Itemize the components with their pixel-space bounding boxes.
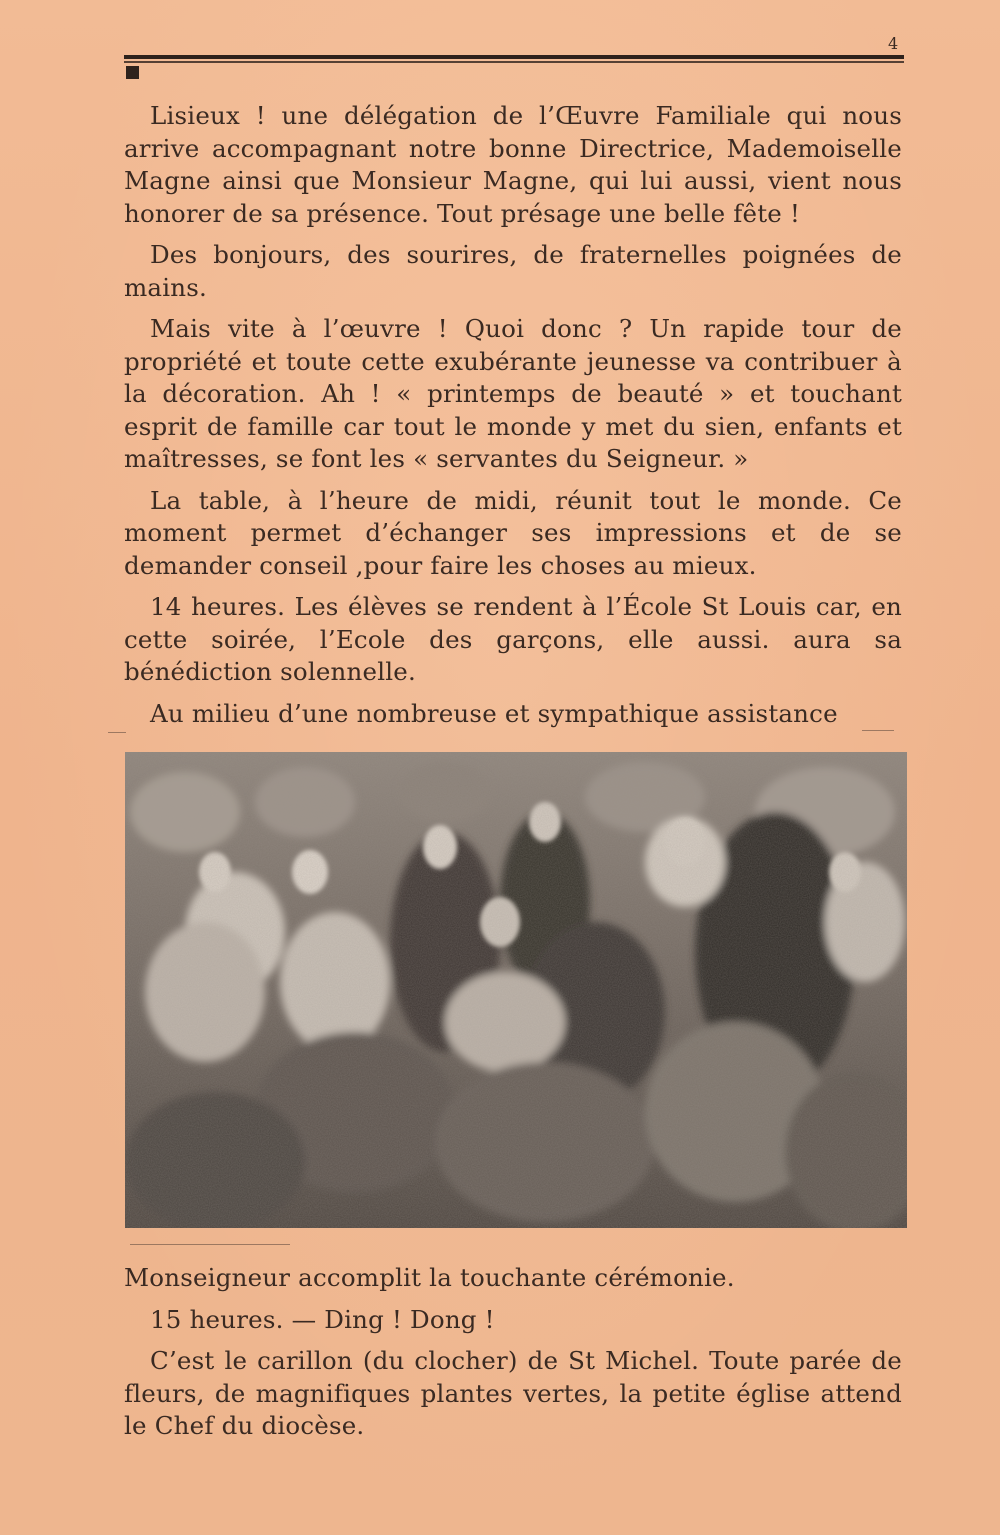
crop-mark (108, 732, 126, 733)
paragraph: Mais vite à l’œuvre ! Quoi donc ? Un rapide tour de propriété et toute cette exubérante jeunesse va contribuer à la décoration. Ah ! « printemps de beauté » et touchant esprit de famille car tout le monde y met du sien, enfants et maîtresses, se font les « servantes du Seigneur. » (124, 314, 902, 473)
header-square-ornament (126, 66, 139, 79)
paragraph: Monseigneur accomplit la touchante cérémonie. (124, 1263, 735, 1292)
paragraph: Au milieu d’une nombreuse et sympathique assistance (150, 698, 838, 728)
page-number: 4 (888, 34, 899, 53)
header-rule (124, 55, 904, 59)
ceremony-photograph (125, 752, 907, 1228)
body-text-top (124, 100, 902, 739)
paragraph: C’est le carillon (du clocher) de St Michel. Toute parée de fleurs, de magnifiques plantes vertes, la petite église attend le Chef du diocèse. (124, 1346, 902, 1440)
paragraph: Lisieux ! une délégation de l’Œuvre Familiale qui nous arrive accompagnant notre bonne Directrice, Mademoiselle Magne ainsi que Monsieur Magne, qui lui aussi, vient nous honorer de sa présence. Tout présage une belle fête ! (124, 101, 902, 228)
paragraph: 15 heures. — Ding ! Dong ! (150, 1304, 495, 1334)
body-text-bottom (124, 1262, 902, 1452)
paragraph: Des bonjours, des sourires, de fraternelles poignées de mains. (124, 240, 902, 302)
crop-mark (862, 730, 894, 731)
paragraph: La table, à l’heure de midi, réunit tout le monde. Ce moment permet d’échanger ses impressions et de se demander conseil ,pour faire les choses au mieux. (124, 485, 902, 580)
crop-mark (130, 1244, 290, 1245)
paragraph: 14 heures. Les élèves se rendent à l’École St Louis car, en cette soirée, l’Ecole des garçons, elle aussi. aura sa bénédiction solennelle. (124, 592, 902, 686)
header-rule-secondary (124, 61, 904, 63)
